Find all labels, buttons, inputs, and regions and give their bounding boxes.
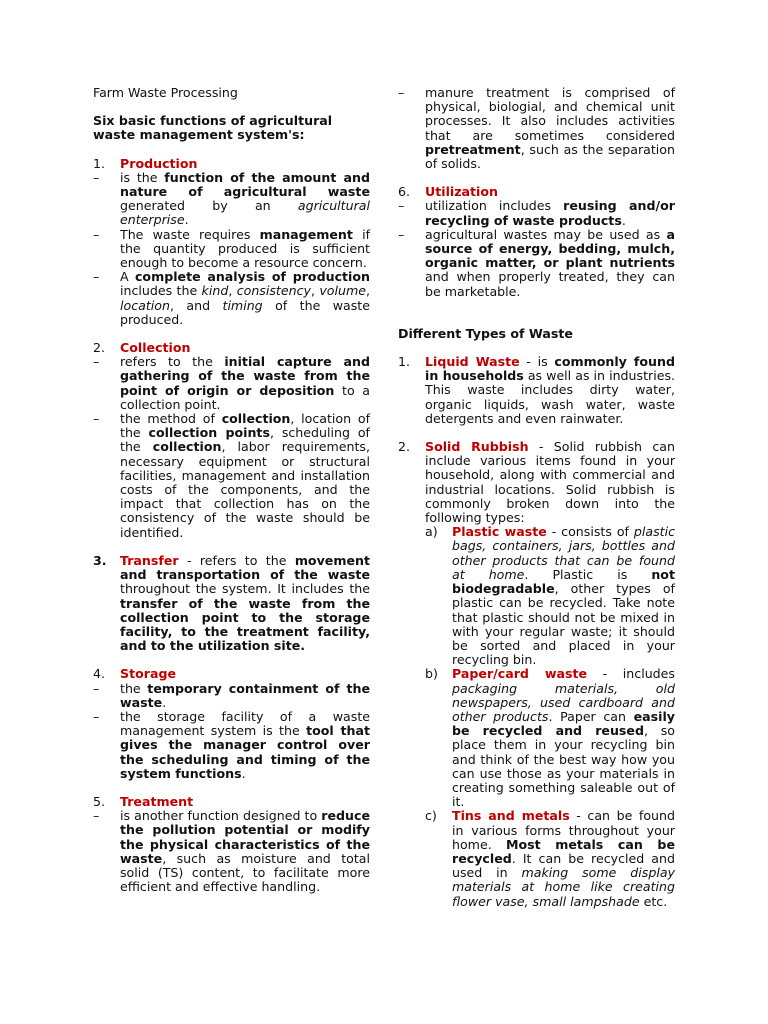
subtype-letter: a) [425,524,438,540]
bold-run: Most metals can be recycled [452,836,675,866]
section-heading [93,795,370,809]
section-number: 2. [398,439,411,455]
section-heading [93,157,370,171]
section-number: 6. [398,184,411,200]
section-number: 4. [93,666,106,682]
bullet-dash: – [398,198,405,214]
subtype-item [425,525,675,667]
italic-run: agricultural enterprise [120,198,370,228]
text-run: throughout the system. It includes the [120,581,370,597]
section-heading-text [120,554,370,653]
bullet-item [93,270,370,327]
function-utilization [398,185,675,299]
italic-run: volume [319,283,366,299]
bullet-dash: – [398,85,405,100]
bullet-item [93,682,370,710]
right-column [398,86,675,923]
section-heading-text [120,341,370,355]
text-run: , such as moisture and total solid (TS) content, to facilitate more efficient and effective handling. [120,850,370,895]
text-run: . It can be recycled and used in [452,850,675,881]
text-run: and when properly treated, they can be marketable. [425,269,675,299]
bullet-text [425,228,675,299]
subtype-item [425,809,675,908]
section-heading [398,185,675,199]
text-run: is the [120,169,165,185]
text-run: . Plastic is [524,566,652,582]
bullet-text [120,809,370,894]
bullet-text [120,270,370,327]
section-heading [93,667,370,681]
section-heading-text [425,440,675,525]
section-heading-text [425,355,675,426]
italic-run: plastic bags, containers, jars, bottles and other products that can be found at home [452,524,675,582]
bold-run: reduce the pollution potential or modify the physical characteristics of the waste [120,808,370,866]
italic-run: packaging materials, old newspapers, used cardboard and other products [452,680,675,724]
bold-run: function of the amount and nature of agricultural waste [120,169,370,200]
bold-run: not biodegradable [452,566,675,597]
bold-run: commonly found in households [425,354,675,384]
bullet-dash: – [398,226,405,242]
bold-run: pretreatment [425,141,521,157]
text-run: if the quantity produced is sufficient enough to become a resource concern. [120,226,371,271]
text-run: , scheduling of the [120,425,370,455]
text-run: . Paper can [548,708,634,724]
bullet-dash: – [93,411,100,427]
bullet-item [93,355,370,412]
function-storage [93,667,370,781]
text-run: - is [519,354,555,370]
bold-run: easily be recycled and reused [452,708,675,739]
subtype-letter: b) [425,666,438,682]
subtype-name: Plastic waste [452,524,547,540]
subtype-name: Tins and metals [452,808,570,824]
text-run: the storage facility of a waste management system is the [120,708,370,739]
document-title: Farm Waste Processing [93,85,238,100]
bold-run: transfer of the waste from the collection point to the storage facility, to the treatment facility, and to the utilization site. [120,595,370,654]
text-run: the [120,680,148,696]
section-heading [398,355,675,426]
bullet-text [120,412,370,540]
section-name: Utilization [425,184,498,200]
text-run: of the waste produced. [120,297,370,327]
bullet-item [93,228,370,271]
function-production [93,157,370,327]
text-run: - Solid rubbish can include various items found in your household, along with commercial and industrial locations. Solid rubbish is commonly broken down into the following types: [425,439,676,526]
section-number: 2. [93,340,106,356]
section-name: Collection [120,340,191,356]
bold-run: collection [221,411,291,427]
bold-run: tool that gives the manager control over the scheduling and timing of the system functions [120,723,371,781]
italic-run: location [120,297,170,313]
bold-run: a source of energy, bedding, mulch, organic matter, or plant nutrients [425,226,675,271]
bullet-text [425,199,675,227]
section-name: Transfer [120,552,179,568]
bold-run: management [259,226,353,242]
subtype-item [425,667,675,809]
text-run: as well as in industries. This waste includes dirty water, organic liquids, wash water, waste detergents and even rainwater. [425,368,676,426]
bullet-item [93,412,370,540]
bullet-item [93,809,370,894]
text-run: . [241,765,246,781]
section-name: Storage [120,666,177,682]
bold-run: initial capture and gathering of the waste from the point of origin or deposition [120,354,370,398]
italic-run: timing [222,297,263,313]
italic-run: consistency [236,283,311,299]
bullet-text [120,682,370,710]
text-run: is another function designed to [120,808,322,824]
text-run: refers to the [120,354,225,370]
bullet-item [93,710,370,781]
text-run: - consists of [546,524,634,540]
subtype-letter: c) [425,808,437,824]
section-number: 3. [93,552,107,568]
section-number: 1. [398,354,411,370]
section-heading-text [425,185,675,199]
bullet-item [398,86,675,171]
text-run: - refers to the [178,552,295,568]
bold-run: complete analysis of production [134,269,370,285]
text-run: , other types of plastic can be recycled. Take note that plastic should not be mixed in with your regular waste; it should be sorted and placed in your recycling bin. [452,581,675,668]
text-run: . [162,694,167,710]
text-run: The waste requires [120,226,260,242]
text-run: to a collection point. [120,382,370,412]
text-run: agricultural wastes may be used as [425,226,667,242]
waste-type-liquid-waste [398,355,675,426]
document-subtitle: Six basic functions of agricultural waste management system's: [93,113,333,143]
text-run: , [310,283,320,299]
text-run: , so place them in your recycling bin and think of the best way how you can use those as your materials in creating something saleable out of it. [452,723,675,810]
text-run: utilization includes [425,198,564,214]
text-run: , such as the separation of solids. [425,141,675,172]
bold-run: movement and transportation of the waste [120,552,370,583]
text-run: . [184,212,189,228]
bold-run: temporary containment of the waste [120,680,370,710]
text-run: , labor requirements, necessary equipment or structural facilities, management and installation costs of the components, and the impact that collection has on the consistency of the waste should be identified. [120,439,370,540]
types-heading: Different Types of Waste [398,325,573,341]
function-transfer [93,554,370,653]
functions-list [93,157,370,895]
section-number: 1. [93,155,106,171]
section-name: Liquid Waste [425,354,520,370]
text-run: - includes [587,666,675,682]
bullet-text [120,228,370,271]
subtype-name: Paper/card waste [452,666,588,682]
text-run: , location of the [120,411,371,441]
text-run: includes the [120,283,202,299]
section-name: Treatment [120,793,194,809]
text-run: , [365,283,370,299]
types-list [398,355,675,909]
italic-run: making some display materials at home like creating flower vase, small lampshade [452,865,675,909]
text-run: A [120,269,135,285]
waste-type-solid-rubbish [398,440,675,909]
bullet-text [120,710,370,781]
bullet-text [120,355,370,412]
bullet-item [398,228,675,299]
section-heading [93,554,370,653]
text-run: the method of [120,411,222,427]
function-treatment [93,795,370,894]
bold-run: collection points [148,425,270,441]
section-heading-text [120,157,370,171]
text-run: , [228,283,237,299]
bullet-text [425,86,675,171]
subtype-text [452,525,675,667]
subtype-text [452,667,675,809]
text-run: , and [169,297,223,313]
bullet-dash: – [93,708,100,724]
function-collection [93,341,370,540]
left-column [93,86,370,908]
section-heading-text [120,667,370,681]
text-run: - can be found in various forms throughout your home. [452,808,675,852]
text-run: manure treatment is comprised of physical, biologial, and chemical unit processes. It also includes activities that are sometimes considered [425,85,675,143]
bold-run: collection [152,439,222,455]
section-name: Solid Rubbish [425,439,529,455]
functions-list-continued [398,86,675,299]
section-number: 5. [93,793,106,809]
section-name: Production [120,155,198,171]
bullet-item [93,171,370,228]
text-run: etc. [639,893,668,909]
bullet-text [120,171,370,228]
bullet-dash: – [93,808,100,824]
bold-run: reusing and/or recycling of waste products [425,198,675,228]
bullet-dash: – [93,680,100,696]
text-run: . [621,212,626,228]
section-heading [398,440,675,525]
function-treatment-continued [398,86,675,171]
italic-run: kind [201,283,229,299]
bullet-dash: – [93,226,100,242]
bullet-item [398,199,675,227]
section-heading [93,341,370,355]
subtype-text [452,809,675,908]
bullet-dash: – [93,354,100,370]
text-run: generated by an [120,198,298,214]
section-heading-text [120,795,370,809]
bullet-dash: – [93,269,100,285]
bullet-dash: – [93,169,100,185]
